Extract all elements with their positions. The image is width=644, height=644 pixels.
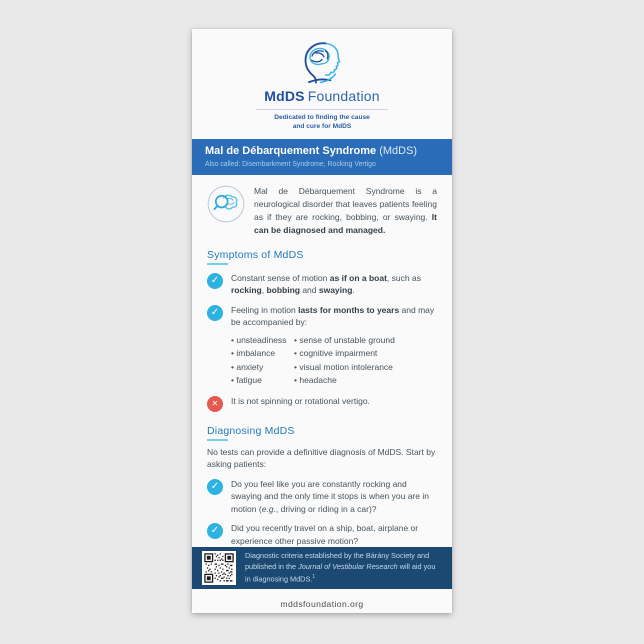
bullet-item: • headache — [294, 374, 395, 388]
text-run-bold: bobbing — [266, 285, 300, 296]
banner-title-main: Mal de Débarquement Syndrome — [205, 145, 377, 158]
negative-item — [207, 395, 437, 412]
symptom-item — [207, 304, 437, 329]
brain-head-icon — [299, 40, 345, 86]
brand-wordmark — [192, 88, 452, 104]
site-url: mddsfoundation.org — [280, 599, 364, 610]
rack-card — [192, 29, 452, 613]
text-run-bold: lasts for months to years — [298, 304, 400, 315]
bullet-item: • fatigue — [231, 374, 294, 388]
text-run: , such as — [386, 272, 421, 283]
text-run: and — [299, 285, 319, 296]
question-item — [207, 478, 437, 516]
bullet-item: • imbalance — [231, 347, 294, 361]
banner-title-suffix: (MdDS) — [376, 145, 418, 158]
diagnosing-heading: Diagnosing MdDS — [207, 424, 295, 437]
bullet-column-right — [294, 334, 395, 388]
text-run: will aid you in diagnosing MdDS. — [245, 561, 436, 584]
check-icon: ✓ — [207, 479, 223, 495]
title-banner — [192, 139, 452, 175]
tagline-line-1: Dedicated to finding the cause — [274, 114, 370, 121]
footnote-marker: 1 — [312, 574, 316, 581]
symptoms-heading: Symptoms of MdDS — [207, 248, 304, 261]
footer-note-text — [245, 551, 442, 585]
diagnosing-lead: No tests can provide a definitive diagnosis of MdDS. Start by asking patients: — [207, 446, 436, 470]
question-item-text — [231, 478, 437, 516]
text-run-italic: Journal of Vestibular Research — [298, 561, 398, 571]
footer-note — [192, 547, 452, 589]
question-item-text: Did you recently travel on a ship, boat, airplane or experience other passive motion? — [231, 523, 419, 546]
intro-text-bold: It can be diagnosed and managed. — [254, 211, 437, 235]
symptom-item-text — [231, 272, 437, 297]
symptom-item-text — [231, 304, 437, 329]
check-icon: ✓ — [207, 523, 223, 539]
text-run: . — [352, 285, 355, 296]
bullet-column-left — [231, 334, 294, 388]
text-run-bold: as if on a boat — [329, 272, 387, 283]
text-run: Diagnostic criteria established by the Bárány Society and published in the — [245, 551, 430, 571]
bullet-item: • sense of unstable ground — [294, 334, 395, 348]
bullet-item: • unsteadiness — [231, 334, 294, 348]
text-run: Constant sense of motion — [231, 272, 330, 283]
check-icon: ✓ — [207, 305, 223, 321]
bullet-item: • cognitive impairment — [294, 347, 395, 361]
negative-item-text: It is not spinning or rotational vertigo. — [231, 395, 370, 406]
card-content — [192, 175, 452, 548]
logo-divider — [256, 109, 388, 110]
bullet-item: • anxiety — [231, 361, 294, 375]
brand-tagline — [192, 114, 452, 131]
text-run-italic: e.g. — [261, 503, 276, 514]
qr-code — [202, 551, 236, 585]
banner-title — [205, 145, 439, 158]
brand-name-regular: Foundation — [307, 88, 380, 104]
text-run: , — [261, 285, 267, 296]
symptom-bullet-list — [231, 334, 437, 388]
symptoms-heading-accent — [207, 263, 228, 265]
tagline-line-2: and cure for MdDS — [292, 122, 352, 130]
check-icon: ✓ — [207, 273, 223, 289]
logo-section — [192, 29, 452, 131]
magnifier-brain-icon — [207, 185, 245, 223]
bullet-item: • visual motion intolerance — [294, 361, 395, 375]
intro-section — [207, 185, 437, 237]
question-item — [207, 522, 437, 547]
text-run-bold: rocking — [231, 285, 262, 296]
diagnosing-heading-accent — [207, 439, 228, 441]
banner-subtitle: Also called: Disembarkment Syndrome, Rocking Vertigo — [205, 160, 376, 168]
text-run-bold: swaying — [318, 285, 353, 296]
text-run: Do you feel like you are constantly rocking and swaying and the only time it stops is when you are in motion ( — [231, 478, 429, 514]
text-run: and may be accompanied by: — [231, 304, 435, 328]
cross-icon: ✕ — [207, 396, 223, 412]
intro-text — [254, 185, 437, 237]
intro-text-normal: Mal de Débarquement Syndrome is a neurological disorder that leaves patients feeling as if they are rocking, bobbing, or swaying. — [254, 185, 437, 222]
symptom-item — [207, 272, 437, 297]
text-run: Feeling in motion — [231, 304, 299, 315]
brand-name-bold: MdDS — [264, 88, 305, 104]
text-run: , driving or riding in a car)? — [275, 503, 377, 514]
